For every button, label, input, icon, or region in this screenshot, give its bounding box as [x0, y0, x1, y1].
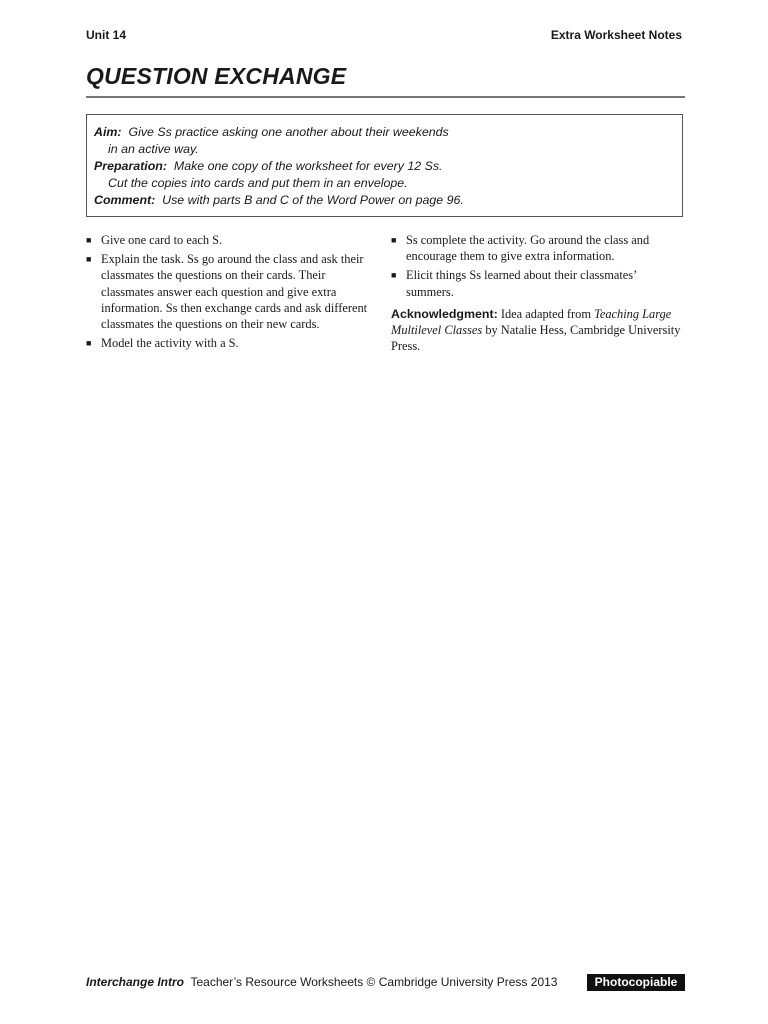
- left-column: [86, 232, 378, 354]
- list-item: [86, 251, 378, 332]
- list-item: [391, 267, 686, 299]
- list-item-text: Give one card to each S.: [101, 233, 223, 247]
- list-item-text: Model the activity with a S.: [101, 336, 239, 351]
- section-label: Extra Worksheet Notes: [550, 28, 682, 42]
- comment-line: [94, 192, 682, 209]
- bullet-square-icon: ■: [391, 235, 397, 245]
- book-title: Teaching Large Multilevel Classes: [391, 306, 672, 338]
- unit-label: Unit 14: [86, 28, 127, 42]
- bullet-square-icon: ■: [86, 338, 92, 349]
- footer-brand: Interchange Intro: [86, 975, 185, 989]
- bullet-square-icon: ■: [86, 254, 92, 265]
- comment-text: Use with parts B and C of the Word Power on page 96.: [162, 193, 464, 207]
- right-column: [391, 232, 686, 354]
- acknowledgment-text: Idea adapted from: [500, 306, 591, 321]
- footer-copyright: Teacher’s Resource Worksheets © Cambridge University Press 2013: [190, 975, 558, 989]
- title-divider: [86, 96, 685, 98]
- photocopiable-badge: Photocopiable: [587, 974, 685, 991]
- acknowledgment-text-end: by Natalie Hess, Cambridge University Press.: [391, 323, 681, 354]
- page-title: QUESTION EXCHANGE: [86, 63, 347, 89]
- acknowledgment: [391, 306, 686, 355]
- preparation-text: Make one copy of the worksheet for every 12 Ss.: [173, 159, 443, 173]
- preparation-text-continued: Cut the copies into cards and put them in an envelope.: [108, 176, 408, 190]
- footer: [86, 975, 557, 989]
- comment-label: Comment:: [94, 193, 156, 207]
- list-item-text: Ss complete the activity. Go around the class and encourage them to give extra information.: [406, 233, 650, 264]
- aim-line: [94, 124, 682, 141]
- aim-box: [86, 114, 683, 217]
- preparation-line: [94, 158, 682, 175]
- bullet-square-icon: ■: [86, 235, 92, 245]
- aim-label: Aim:: [94, 125, 122, 139]
- aim-text-continued: in an active way.: [108, 142, 199, 156]
- list-item: [86, 232, 378, 248]
- preparation-label: Preparation:: [94, 159, 167, 173]
- list-item-text: Elicit things Ss learned about their classmates’ summers.: [406, 268, 637, 299]
- acknowledgment-label: Acknowledgment:: [391, 306, 498, 321]
- list-item: [86, 335, 378, 351]
- list-item-text: Explain the task. Ss go around the class and ask their classmates the questions on their cards. Their classmates answer each question and give extra information. Ss then exchange cards and ask different classmates the questions on their new cards.: [101, 252, 368, 332]
- list-item: [391, 232, 686, 264]
- aim-text: Give Ss practice asking one another about their weekends: [128, 125, 449, 139]
- bullet-square-icon: ■: [391, 270, 397, 281]
